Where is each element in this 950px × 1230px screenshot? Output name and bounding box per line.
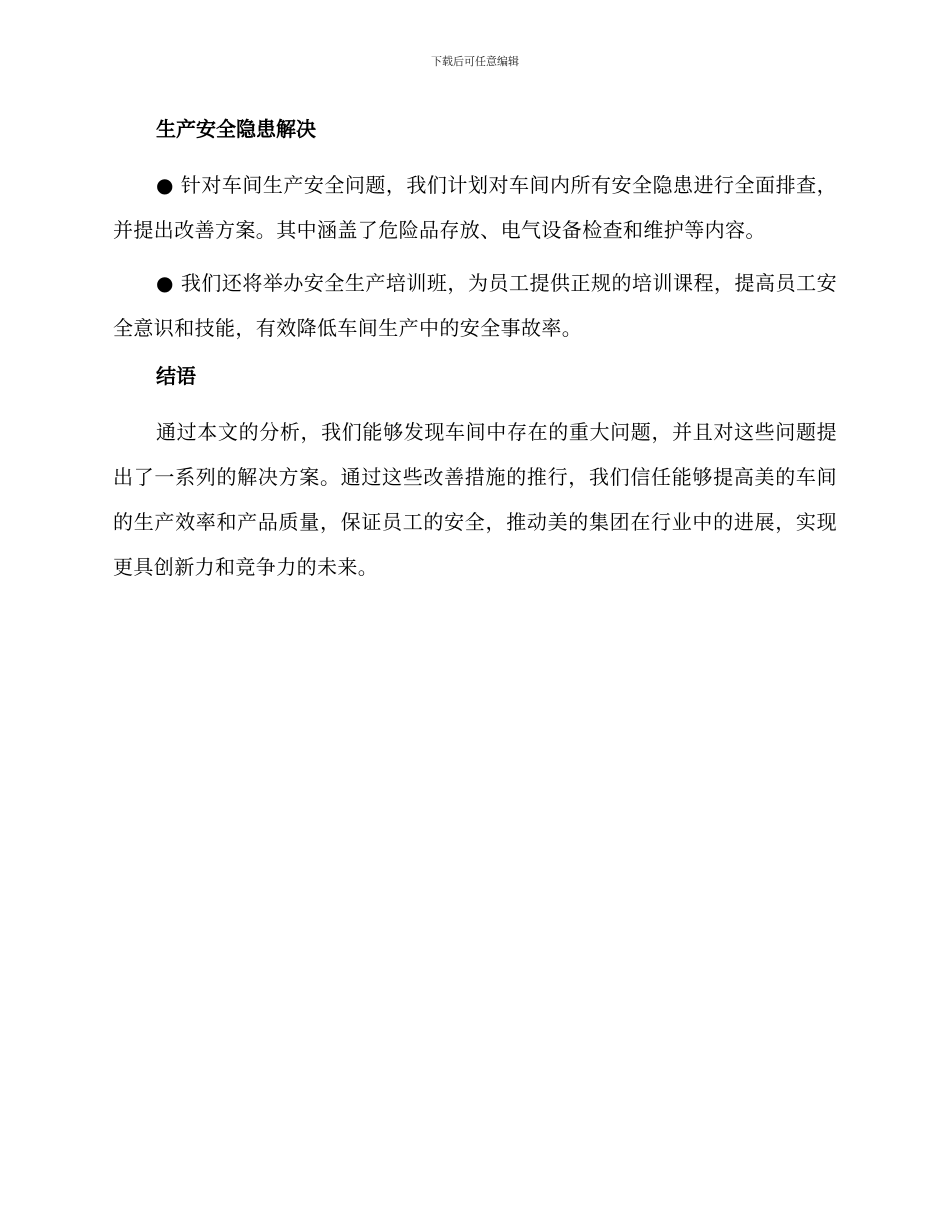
section-heading: 结语 <box>156 364 196 388</box>
section-heading: 生产安全隐患解决 <box>156 117 316 141</box>
document-body <box>113 112 837 598</box>
page-header: 下载后可任意编辑 <box>431 55 519 68</box>
bullet-paragraph: ● 针对车间生产安全问题，我们计划对车间内所有安全隐患进行全面排查，并提出改善方案。其中涵盖了危险品存放、电气设备检查和维护等内容。 <box>113 173 837 242</box>
section-conclusion <box>113 359 837 590</box>
body-paragraph: 通过本文的分析，我们能够发现车间中存在的重大问题，并且对这些问题提出了一系列的解决方案。通过这些改善措施的推行，我们信任能够提高美的车间的生产效率和产品质量，保证员工的安全，推动美的集团在行业中的进展，实现更具创新力和竞争力的未来。 <box>113 420 837 579</box>
bullet-paragraph: ● 我们还将举办安全生产培训班，为员工提供正规的培训课程，提高员工安全意识和技能，有效降低车间生产中的安全事故率。 <box>113 271 837 340</box>
section-safety <box>113 112 837 351</box>
